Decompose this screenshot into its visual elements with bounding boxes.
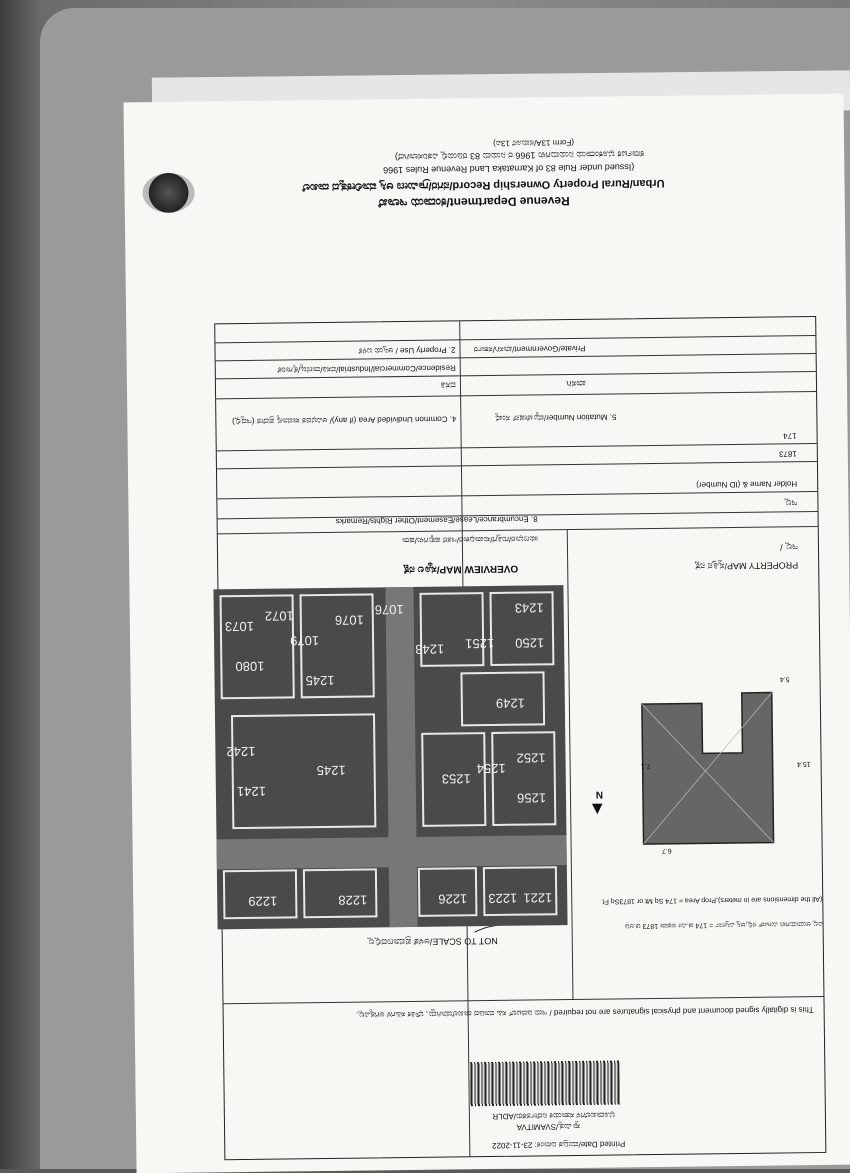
parcel-label: 1076 <box>374 602 404 618</box>
dimension-label: 15.4 <box>796 760 811 768</box>
area-value: 174 <box>783 431 797 441</box>
encumbrance-kn: ಋಣಭಾರ/ಗುತ್ತಿಗೆ/ಸುಖಾಧಿಕಾರ/ಇತರೆ ಹಕ್ಕುಗಳು/ಷರಾ <box>402 534 538 546</box>
row-divider <box>223 996 823 1004</box>
row-divider <box>216 391 816 399</box>
parcel-label: 1248 <box>415 641 445 657</box>
government-emblem-icon <box>142 173 194 214</box>
record-frame <box>214 316 826 1160</box>
parcel-label: 1250 <box>515 635 545 651</box>
use-options: Residence/Commercial/Industrial/ವಸತಿ/ವಾಣಿಜ್ಯ/ಕೈಗಾರಿಕೆ <box>277 363 456 375</box>
encumbrance-value: ಇಲ್ಲ / <box>780 542 799 553</box>
kannada-note: ಎಲ್ಲ ಆಯಾಮಗಳು ಮೀಟರ್ ನಲ್ಲಿ,ಆಸ್ತಿ ವಿಸ್ತೀರ್ಣ = 174 ಚ.ಮೀ ಅಥವಾ 1873 ಚ.ಅಡಿ <box>624 919 823 930</box>
row-divider <box>217 491 817 499</box>
parcel-label: 1249 <box>495 695 525 711</box>
dimension-label: 6.7 <box>661 846 672 854</box>
parcel-label: 1256 <box>517 790 547 806</box>
parcel-label: 1242 <box>226 743 256 760</box>
header-dept: Revenue Department/ಕಂದಾಯ ಇಲಾಖೆ <box>378 193 570 211</box>
parcel-label: 1072 <box>264 608 294 624</box>
parcel-label: 1229 <box>248 893 278 909</box>
header-rule-kn: ಕರ್ನಾಟಕ ಭೂಕಂದಾಯ ನಿಯಮಗಳು 1966 ರ ನಿಯಮ 83 ರಡಿಯಲ್ಲಿ ವಿತರಿಸಲಾಗಿದೆ) <box>394 149 645 163</box>
qr-barcode <box>469 1060 620 1106</box>
document-sheet <box>123 94 850 1173</box>
row-divider <box>215 335 815 343</box>
property-use-label: 2. Property Use / ಆಸ್ತಿಯ ಬಳಕೆ <box>358 345 456 356</box>
north-arrow-icon: ▲ <box>588 799 607 820</box>
parcel-label: 1076 <box>334 612 364 628</box>
parcel-label: 1254 <box>476 760 506 777</box>
parcel-label: 1243 <box>514 600 544 616</box>
property-map-title: PROPERTY MAP/ಸ್ವತ್ತಿನ ನಕ್ಷೆ <box>694 560 799 572</box>
holder-label: Holder Name & (ID Number) <box>696 479 798 490</box>
issuer: ಭೂದಾಖಲೆಗಳ ಸಹಾಯಕ ನಿರ್ದೇಶಕರು/ADLR <box>492 1110 615 1122</box>
parcel-label: 1245 <box>316 762 346 779</box>
parcel-label: 1245 <box>305 672 335 689</box>
road <box>385 587 417 927</box>
parcel-label: 1226 <box>438 891 468 907</box>
header-title: Urban/Rural Property Ownership Record/ನಗರ/ಗ್ರಾಮೀಣ ಆಸ್ತಿ ಮಾಲೀಕತ್ವದ ದಾಖಲೆ <box>302 176 665 194</box>
digital-signature-note: This is digitally signed document and physical signatures are not required / ಇದು ಡಿಜಿಟಲ್ ಸಹಿ ಮಾಡಿದ ದಾಖಲೆಯಾಗಿದ್ದು, ಭೌತಿಕ ಸಹಿಗಳ ಅಗತ್ಯವಿಲ್ಲ. <box>356 1005 814 1020</box>
parcel-label: 1251 <box>465 635 495 652</box>
id-value: 1873 <box>778 449 797 459</box>
parcel <box>491 731 556 826</box>
parcel-label: 1223 <box>488 890 518 907</box>
dimension-note: (All the dimensions are in meters),Prop Area = 174 Sq Mt or 1873Sq Ft <box>602 894 823 905</box>
overview-map-title: OVERVIEW MAP/ಸ್ಥೂಲ ನಕ್ಷೆ <box>402 562 519 576</box>
row-divider <box>216 353 816 361</box>
property-type-label: Private/Government/ಖಾಸಗಿ/ಸರ್ಕಾರ <box>473 343 586 355</box>
scheme: ಸ್ವಾಮಿತ್ವ/SVAMITVA <box>516 1121 581 1132</box>
property-sketch-map <box>632 677 784 854</box>
aerial-overview-map <box>213 585 567 929</box>
map-divider <box>567 530 574 1000</box>
header-form: (Form 13A/ನಮೂನೆ 13ಎ) <box>493 137 575 148</box>
upside-down-document <box>123 94 850 1173</box>
parcel-label: 1073 <box>224 618 254 635</box>
common-area-label: 4. Common Undivided Area (if any)/ ಅವಿಭಜಿತ ಸಾಮಾನ್ಯ ಪ್ರದೇಶ (ಇದ್ದಲ್ಲಿ) <box>232 414 457 427</box>
printed-date: Printed Date/ಮುದ್ರಿತ ದಿನಾಂಕ: 23-11-2022 <box>492 1139 626 1151</box>
encumbrance-label: 8. Encumbrance/Lease/Easement/Other Rights/Remarks <box>335 514 538 526</box>
holder-status: ಇಲ್ಲ <box>784 498 798 509</box>
use-value: ವಸತಿ <box>440 380 457 391</box>
row-divider <box>217 443 817 451</box>
header-rule: (Issued under Rule 83 of Karnataka Land Revenue Rules 1966 <box>383 162 635 176</box>
parcel-label: 1080 <box>235 658 265 675</box>
parcel-label: 1253 <box>441 771 471 787</box>
not-to-scale: NOT TO SCALE/ಅಳತೆ ಪ್ರಮಾಣದಲ್ಲಿಲ್ಲ <box>367 935 498 948</box>
parcel-label: 1079 <box>290 633 320 649</box>
parcel-label: 1228 <box>338 892 368 908</box>
dimension-label: 7.1 <box>640 762 651 770</box>
type-value: ಖಾಸಗಿ <box>566 378 587 390</box>
parcel-label: 1241 <box>236 783 267 800</box>
north-label: N <box>595 788 604 800</box>
dimension-label: 5.4 <box>779 675 790 683</box>
parcel <box>231 713 376 829</box>
mutation-label: 5. Mutation Number/ಮ್ಯುಟೇಷನ್ ಸಂಖ್ಯೆ <box>494 412 617 423</box>
parcel-label: 1221 <box>523 890 553 906</box>
row-divider <box>217 461 817 469</box>
parcel-label: 1252 <box>516 750 546 766</box>
